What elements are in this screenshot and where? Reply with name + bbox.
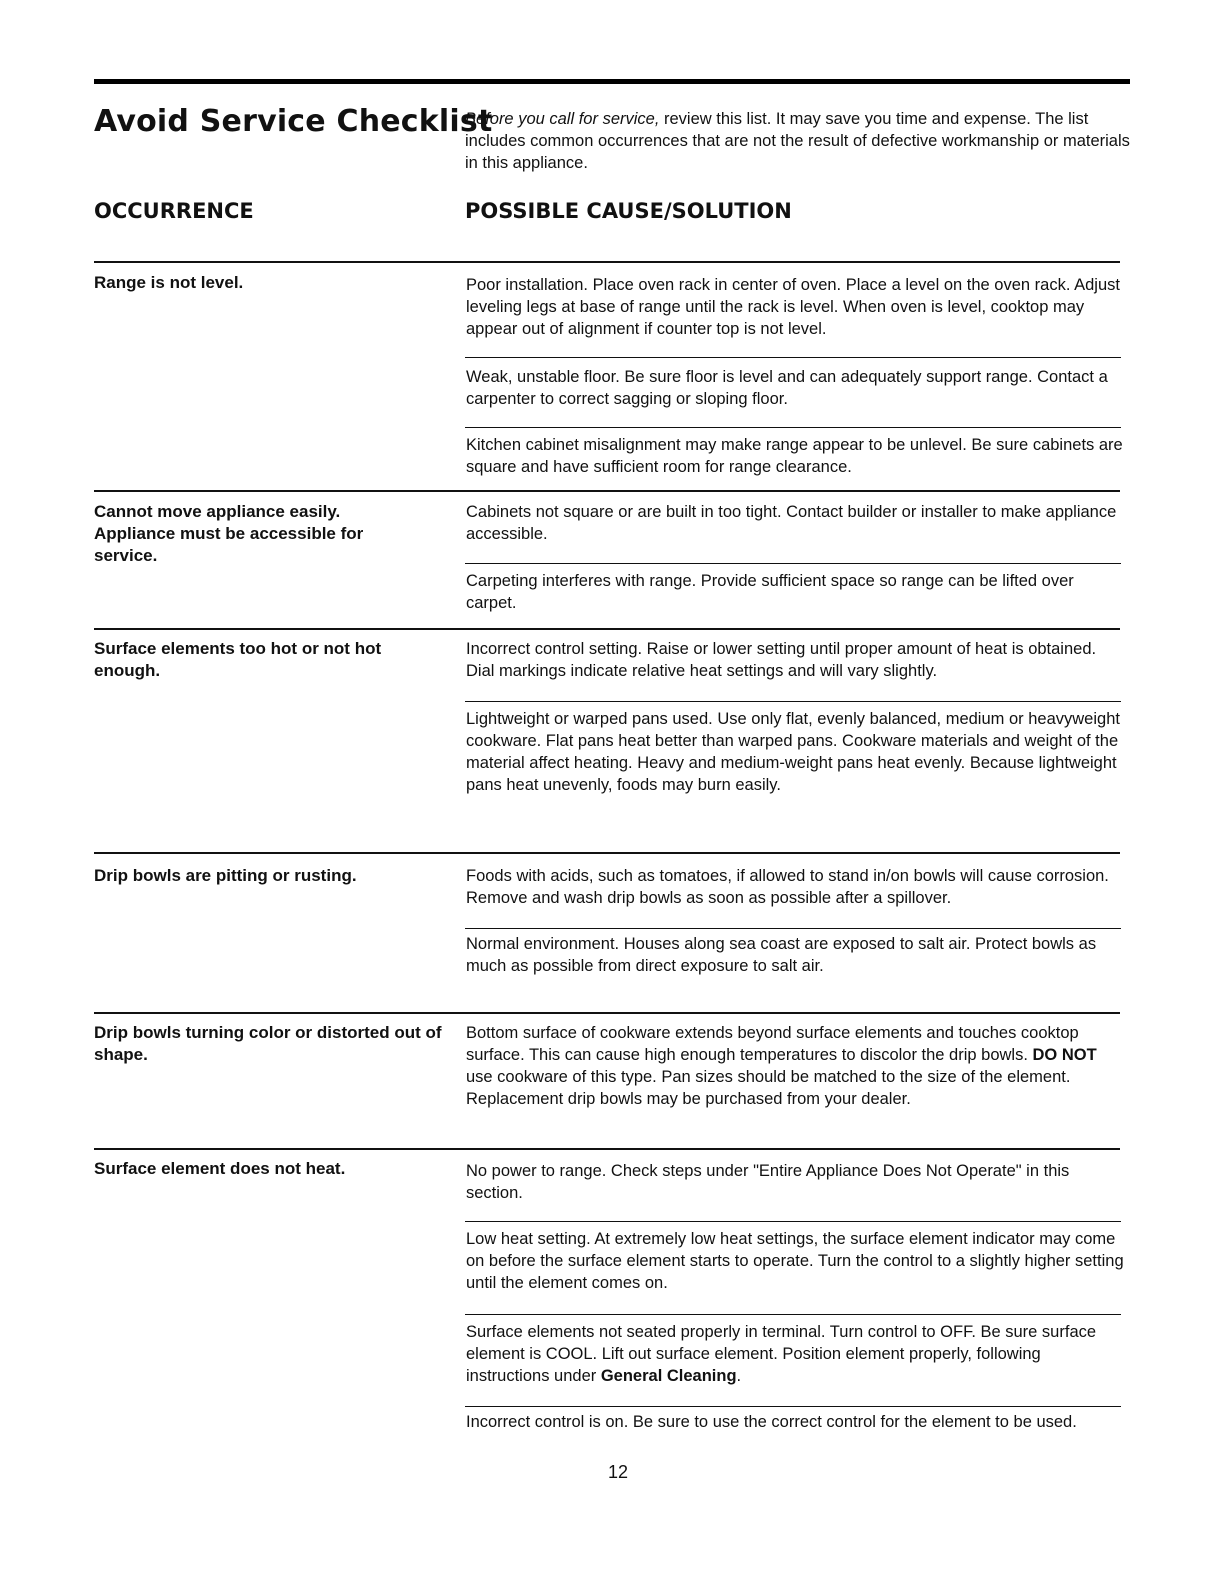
solution-divider [465,928,1121,929]
row-divider [94,1148,1120,1150]
solution-divider [465,1221,1121,1222]
solution-text-part: Bottom surface of cookware extends beyond surface elements and touches cooktop surface. This can cause high enough temperatures to discolor the drip bowls. [466,1024,1079,1064]
row-divider [94,490,1120,492]
occurrence-drip-bowls-color: Drip bowls turning color or distorted out of shape. [94,1023,442,1064]
solution-divider [465,701,1121,702]
solution-text: Foods with acids, such as tomatoes, if allowed to stand in/on bowls will cause corrosion. Remove and wash drip bowls as soon as possible after a spillover. [466,867,1109,907]
solution-text: Poor installation. Place oven rack in center of oven. Place a level on the oven rack. Adjust leveling legs at base of range until the rack is level. When oven is level, cooktop may appear out of alignment if counter top is not level. [466,276,1120,338]
solution-text-part: use cookware of this type. Pan sizes should be matched to the size of the element. Replacement drip bowls may be purchased from your dealer. [466,1068,1071,1108]
solution-text: Incorrect control setting. Raise or lower setting until proper amount of heat is obtained. Dial markings indicate relative heat settings and will vary slightly. [466,640,1097,680]
intro-rest: review this list. It may save you time and expense. The list includes common occurrences that are not the result of defective workmanship or materials in this appliance. [465,110,1130,172]
row-divider [94,628,1120,630]
occurrence-element-no-heat: Surface element does not heat. [94,1159,346,1178]
row-divider [94,852,1120,854]
solution-divider [465,1314,1121,1315]
intro-lead: Before you call for service, [465,110,660,128]
intro-text [465,108,1130,174]
solution-text [466,1321,1126,1387]
solution-text: Incorrect control is on. Be sure to use the correct control for the element to be used. [466,1413,1077,1431]
page-title: Avoid Service Checklist [94,104,493,139]
solution-text: Weak, unstable floor. Be sure floor is level and can adequately support range. Contact a carpenter to correct sagging or sloping floor. [466,368,1108,408]
solution-text: Normal environment. Houses along sea coast are exposed to salt air. Protect bowls as much as possible from direct exposure to salt air. [466,935,1097,975]
solution-divider [465,357,1121,358]
solution-text: Carpeting interferes with range. Provide sufficient space so range can be lifted over carpet. [466,572,1074,612]
occurrence-cannot-move: Cannot move appliance easily. Appliance must be accessible for service. [94,502,364,565]
solution-emphasis: DO NOT [1032,1046,1097,1064]
solution-divider [465,427,1121,428]
solution-emphasis: General Cleaning [600,1367,737,1385]
occurrence-range-not-level: Range is not level. [94,273,244,292]
solution-text [466,1022,1126,1110]
row-divider [94,261,1120,263]
row-divider [94,1012,1120,1014]
solution-text: Kitchen cabinet misalignment may make range appear to be unlevel. Be sure cabinets are square and have sufficient room for range clearance. [466,436,1123,476]
occurrence-column-heading: OCCURRENCE [94,199,254,223]
solution-divider [465,563,1121,564]
solution-column-heading: POSSIBLE CAUSE/SOLUTION [465,199,792,223]
solution-text: Low heat setting. At extremely low heat settings, the surface element indicator may come on before the surface element starts to operate. Turn the control to a slightly higher setting until the element comes on. [466,1230,1124,1292]
top-rule [94,79,1130,84]
occurrence-drip-bowls-pitting: Drip bowls are pitting or rusting. [94,866,357,885]
solution-text: Lightweight or warped pans used. Use only flat, evenly balanced, medium or heavyweight cookware. Flat pans heat better than warped pans. Cookware materials and weight of the material affect heating. Heavy and medium-weight pans heat evenly. Because lightweight pans heat unevenly, foods may burn easily. [466,710,1120,794]
solution-text: Cabinets not square or are built in too tight. Contact builder or installer to make appliance accessible. [466,503,1117,543]
page-number: 12 [608,1462,629,1482]
solution-text-part: Surface elements not seated properly in terminal. Turn control to OFF. Be sure surface element is COOL. Lift out surface element. Position element properly, following instructions under [466,1323,1097,1385]
solution-text: No power to range. Check steps under "Entire Appliance Does Not Operate" in this section. [466,1162,1070,1202]
occurrence-surface-too-hot: Surface elements too hot or not hot enough. [94,639,382,680]
solution-divider [465,1406,1121,1407]
solution-text-part: . [736,1367,742,1385]
